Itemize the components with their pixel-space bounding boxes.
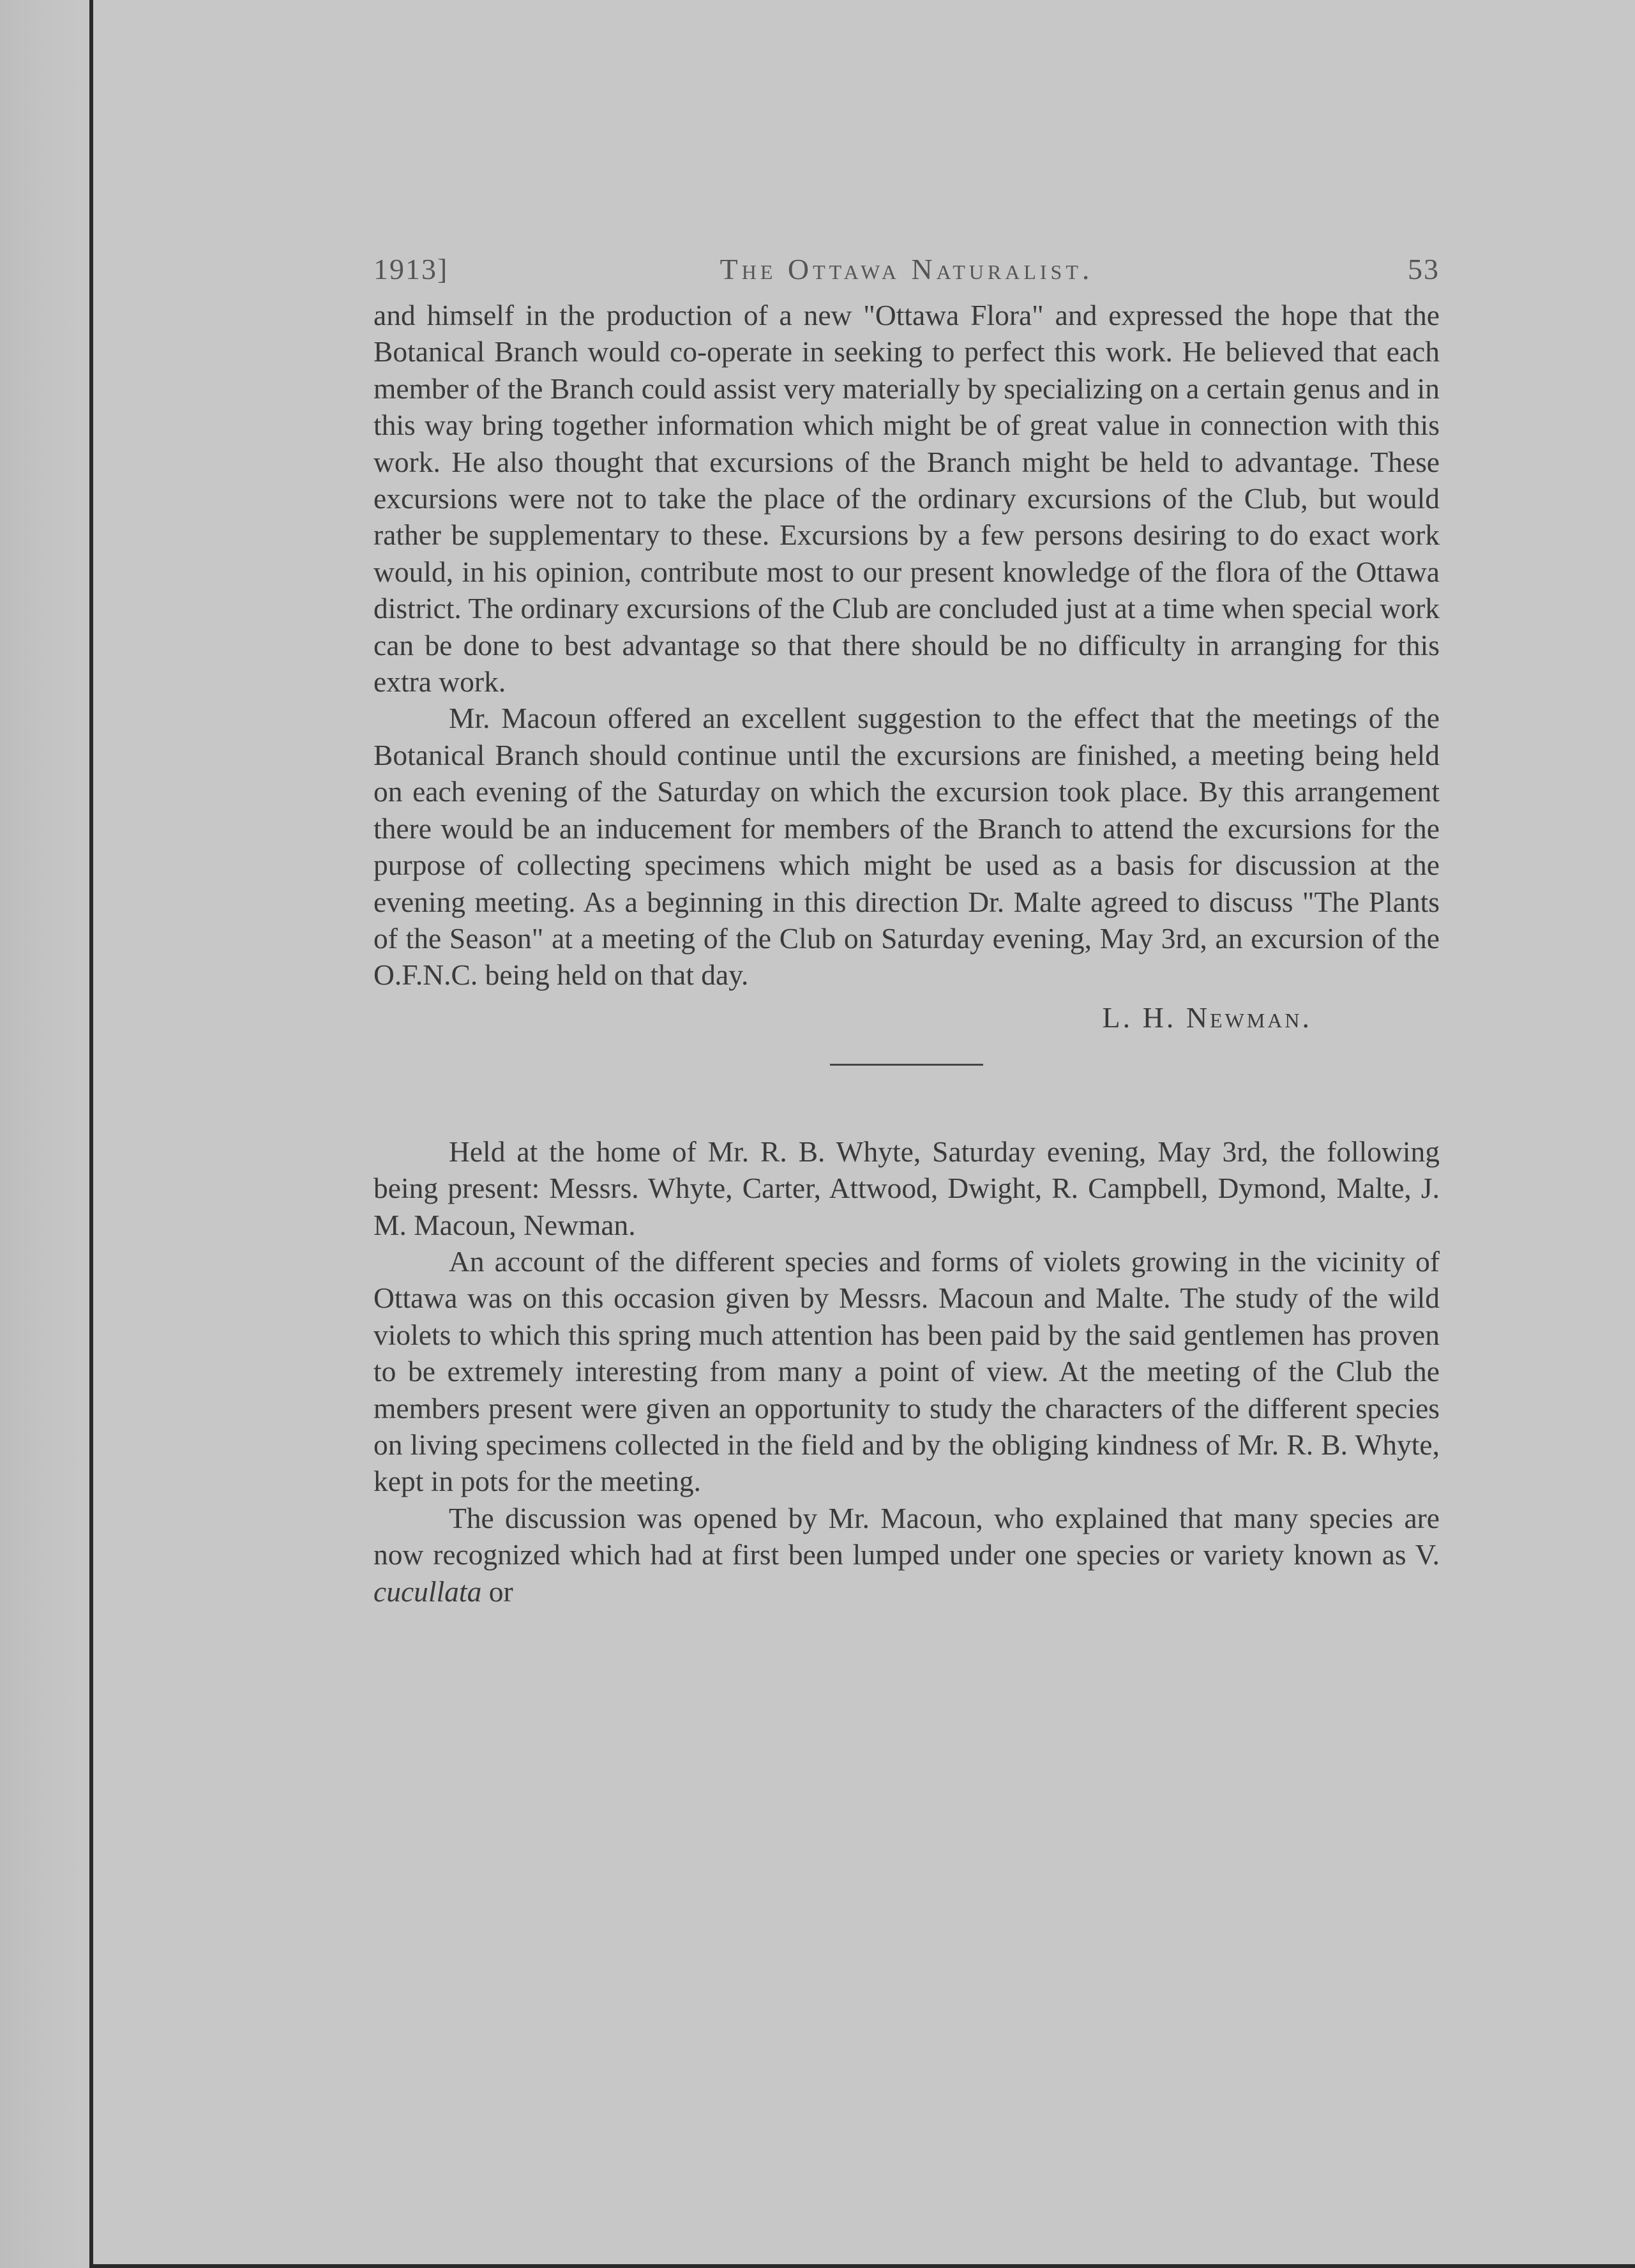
species-name: cucullata — [373, 1575, 482, 1608]
binding-edge — [89, 0, 93, 2268]
paragraph-text: The discussion was opened by Mr. Macoun, who explained that many species are now recognized which had at first been lumped under one species or variety known as V. — [373, 1501, 1440, 1571]
page-bottom-edge — [89, 2264, 1635, 2268]
body-text-top — [373, 297, 1440, 994]
running-head-title: The Ottawa Naturalist. — [720, 253, 1094, 285]
page-content — [373, 252, 1440, 2040]
paragraph-last — [373, 1500, 1440, 1610]
paragraph: An account of the different species and forms of violets growing in the vicinity of Ottawa was on this occasion given by Messrs. Macoun and Malte. The study of the wild violets to which this spring much attention has been paid by the said gentlemen has proven to be extremely interesting from many a point of view. At the meeting of the Club the members present were given an opportunity to study the characters of the different species on living specimens collected in the field and by the obliging kindness of Mr. R. B. Whyte, kept in pots for the meeting. — [373, 1244, 1440, 1498]
body-text-bottom — [373, 1133, 1440, 1610]
running-head-year: 1913] — [373, 253, 449, 285]
paragraph-continued: and himself in the production of a new "Ottawa Flora" and expressed the hope that the Botanical Branch would co-operate in seeking to perfect this work. He believed that each member of the Branch could assist very materially by specializing on a certain genus and in this way bring together information which might be of great value in connection with this work. He also thought that excursions of the Branch might be held to advantage. These excursions were not to take the place of the ordinary excursions of the Club, but would rather be supplementary to these. Excursions by a few persons desiring to do exact work would, in his opinion, contribute most to our present knowledge of the flora of the Ottawa district. The ordinary excursions of the Club are concluded just at a time when special work can be done to best advantage so that there should be no difficulty in arranging for this extra work. — [373, 299, 1440, 699]
paragraph-tail: or — [481, 1575, 513, 1608]
author-signature: L. H. Newman. — [1102, 1001, 1312, 1034]
scan-margin — [0, 0, 96, 2268]
page-number: 53 — [1408, 253, 1440, 285]
running-head — [373, 252, 1440, 297]
paragraph: Mr. Macoun offered an excellent suggestion to the effect that the meetings of the Botanical Branch should continue until the excursions are finished, a meeting being held on each evening of the Saturday on which the excursion took place. By this arrangement there would be an inducement for members of the Branch to attend the excursions for the purpose of collecting specimens which might be used as a basis for discussion at the evening meeting. As a beginning in this direction Dr. Malte agreed to discuss "The Plants of the Season" at a meeting of the Club on Saturday evening, May 3rd, an excursion of the O.F.N.C. being held on that day. — [373, 702, 1440, 992]
paragraph: Held at the home of Mr. R. B. Whyte, Saturday evening, May 3rd, the following being present: Messrs. Whyte, Carter, Attwood, Dwight, R. Campbell, Dymond, Malte, J. M. Macoun, Newman. — [373, 1135, 1440, 1241]
